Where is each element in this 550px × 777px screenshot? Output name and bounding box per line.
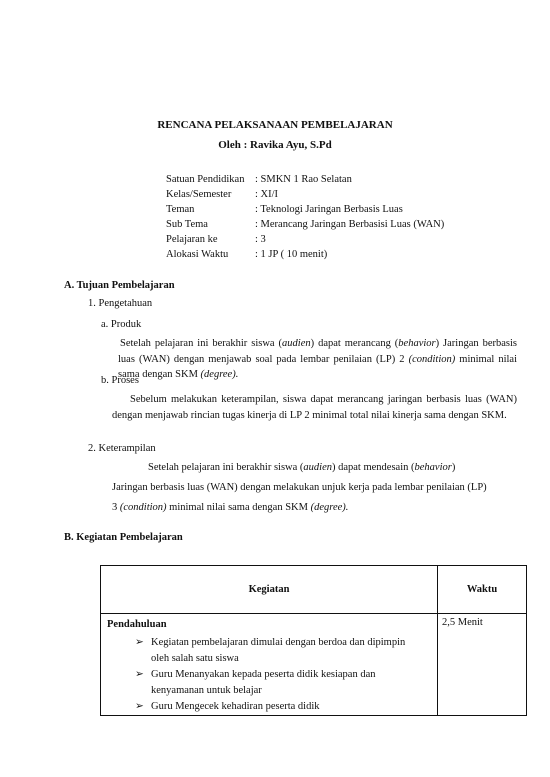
activity-table: [100, 565, 527, 716]
header-waktu: Waktu: [438, 566, 527, 614]
text-segment: (degree).: [310, 502, 349, 513]
item-keterampilan: 2. Keterampilan: [88, 443, 156, 454]
list-item: [101, 699, 413, 715]
text-segment: ) dapat merancang (: [310, 338, 399, 349]
text-segment: ): [451, 462, 456, 473]
meta-label: Teman: [166, 204, 195, 215]
text-segment: (degree).: [200, 369, 239, 380]
text-segment: ) dapat mendesain (: [331, 462, 415, 473]
meta-label: Satuan Pendidikan: [166, 174, 245, 185]
text-segment: Setelah pelajaran ini berakhir siswa (: [148, 462, 304, 473]
proses-paragraph: Sebelum melakukan keterampilan, siswa dapat merancang jaringan berbasis luas (WAN) dengan menjawab rincian tugas kinerja di LP 2 minimal total nilai kinerja sama dengan SKM.: [112, 394, 517, 421]
text-segment: audien: [282, 338, 311, 349]
arrow-bullet-icon: ➢: [135, 701, 144, 712]
keterampilan-line-1: [148, 461, 455, 475]
keterampilan-line-3: [112, 501, 348, 515]
meta-label: Pelajaran ke: [166, 234, 218, 245]
item-pengetahuan: 1. Pengetahuan: [88, 298, 153, 309]
meta-value: : 3: [255, 234, 266, 245]
meta-value: : XI/I: [255, 189, 279, 200]
text-segment: ) Jaringan berbasis luas (WAN) dengan menjawab soal pada lembar penilaian (LP) 2: [118, 338, 517, 365]
list-item: [101, 667, 413, 699]
arrow-bullet-icon: ➢: [135, 637, 144, 648]
list-item: [101, 635, 413, 667]
meta-value: : 1 JP ( 10 menit): [255, 249, 328, 260]
header-kegiatan: Kegiatan: [101, 566, 438, 614]
meta-label: Alokasi Waktu: [166, 249, 229, 260]
text-segment: audien: [303, 462, 332, 473]
item-produk: a. Produk: [101, 319, 142, 330]
bullet-text: Kegiatan pembelajaran dimulai dengan berdoa dan dipimpin oleh salah satu siswa: [151, 637, 406, 664]
meta-value: : SMKN 1 Rao Selatan: [255, 174, 352, 185]
keterampilan-line-2: Jaringan berbasis luas (WAN) dengan melakukan unjuk kerja pada lembar penilaian (LP): [112, 482, 487, 493]
phase-label: Pendahuluan: [107, 619, 167, 630]
table-row: [101, 614, 527, 716]
text-segment: minimal nilai sama dengan SKM: [118, 353, 517, 380]
document-title: RENCANA PELAKSANAAN PEMBELAJARAN: [157, 119, 393, 131]
produk-paragraph: [118, 336, 517, 383]
text-segment: behavior: [414, 462, 452, 473]
meta-value: : Teknologi Jaringan Berbasis Luas: [255, 204, 403, 215]
text-segment: Setelah pelajaran ini berakhir siswa (: [120, 338, 283, 349]
section-a-heading: A. Tujuan Pembelajaran: [64, 280, 175, 291]
meta-label: Sub Tema: [166, 219, 208, 230]
text-segment: minimal nilai sama dengan SKM: [166, 502, 311, 513]
meta-label: Kelas/Semester: [166, 189, 232, 200]
section-b-heading: B. Kegiatan Pembelajaran: [64, 532, 183, 543]
meta-value: : Merancang Jaringan Berbasisi Luas (WAN): [255, 219, 445, 230]
text-segment: 3: [112, 502, 120, 513]
text-segment: (condition): [408, 353, 456, 365]
waktu-cell: 2,5 Menit: [438, 614, 527, 716]
document-author: Oleh : Ravika Ayu, S.Pd: [218, 139, 332, 151]
arrow-bullet-icon: ➢: [135, 669, 144, 680]
table-header-row: [101, 566, 527, 614]
text-segment: (condition): [119, 502, 167, 513]
text-segment: behavior: [398, 338, 436, 349]
bullet-text: Guru Mengecek kehadiran peserta didik: [151, 701, 320, 712]
bullet-text: Guru Menanyakan kepada peserta didik kesiapan dan kenyamanan untuk belajar: [151, 669, 376, 696]
item-proses: b. Proses: [101, 375, 139, 386]
kegiatan-cell: [101, 614, 438, 716]
